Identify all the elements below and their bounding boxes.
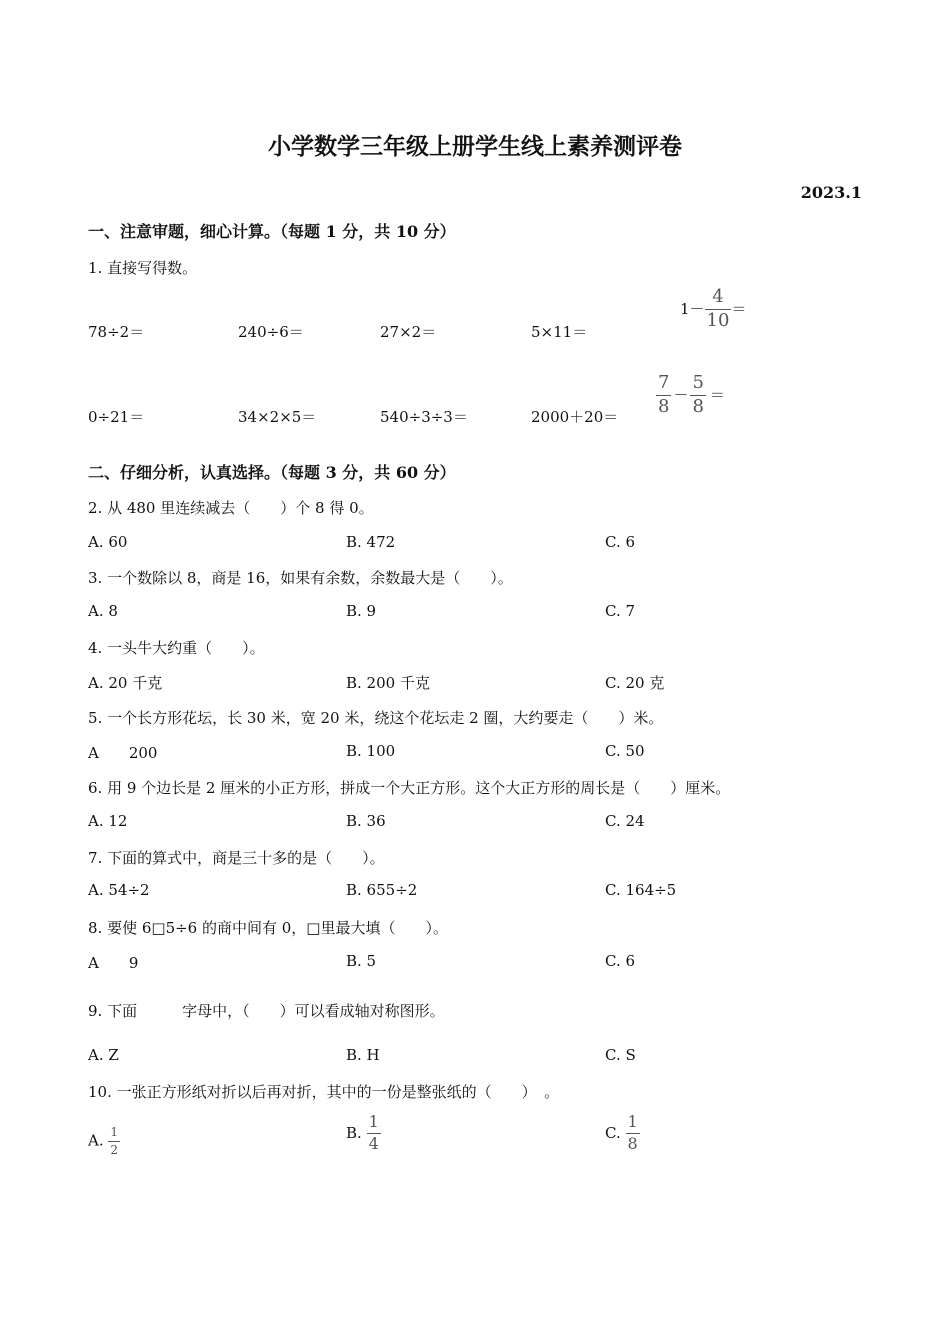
question-3-option-c: C. 7 [605, 602, 636, 620]
calc-10-tail: ＝ [709, 385, 725, 404]
question-10-option-c: C. $\frac{1}{8}$ [605, 1112, 638, 1153]
question-9-text: 9. 下面 字母中，（ ）可以看成轴对称图形。 [88, 1002, 445, 1020]
calc-1: 78÷2＝ [88, 323, 145, 341]
fraction-1-4: $\frac{1}{4}$ [368, 1112, 379, 1153]
calc-5-lead: 1－ [680, 299, 705, 318]
fraction-1-2: $\frac{1}{2}$ [110, 1125, 119, 1157]
question-5-option-c: C. 50 [605, 742, 645, 760]
question-9-option-b: B. H [346, 1046, 380, 1064]
question-2-option-c: C. 6 [605, 533, 636, 551]
fraction-5-8: $\frac{5}{8}$ [692, 372, 704, 417]
fraction-4-10: $\frac{4}{10}$ [706, 286, 730, 331]
question-8-option-c: C. 6 [605, 952, 636, 970]
question-6-option-a: A. 12 [88, 812, 128, 830]
calc-4: 5×11＝ [531, 323, 588, 341]
question-5-text: 5. 一个长方形花坛，长 30 米，宽 20 米，绕这个花坛走 2 圈，大约要走（ ）米。 [88, 709, 664, 727]
question-7-text: 7. 下面的算式中，商是三十多的是（ ）。 [88, 849, 385, 867]
calc-10 [656, 374, 725, 417]
question-5-option-a: A 200 [88, 744, 158, 762]
question-3-text: 3. 一个数除以 8，商是 16，如果有余数，余数最大是（ ）。 [88, 569, 513, 587]
question-7-option-a: A. 54÷2 [88, 881, 150, 899]
question-3-option-a: A. 8 [88, 602, 118, 620]
calc-5-tail: ＝ [731, 299, 747, 318]
question-2-option-a: A. 60 [88, 533, 128, 551]
question-4-text: 4. 一头牛大约重（ ）。 [88, 639, 265, 657]
question-8-option-b: B. 5 [346, 952, 377, 970]
question-7-option-c: C. 164÷5 [605, 881, 677, 899]
question-4-option-b: B. 200 千克 [346, 674, 430, 692]
question-9-option-c: C. S [605, 1046, 636, 1064]
question-9-option-a: A. Z [88, 1046, 119, 1064]
exam-date: 2023.1 [800, 183, 862, 202]
question-4-option-a: A. 20 千克 [88, 674, 163, 692]
calc-3: 27×2＝ [380, 323, 437, 341]
question-2-text: 2. 从 480 里连续减去（ ）个 8 得 0。 [88, 499, 374, 517]
calc-8: 540÷3÷3＝ [380, 408, 468, 426]
section-2-heading: 二、仔细分析，认真选择。（每题 3 分，共 60 分） [88, 463, 456, 482]
calc-6: 0÷21＝ [88, 408, 145, 426]
question-10-option-b: B. $\frac{1}{4}$ [346, 1112, 379, 1153]
question-5-option-b: B. 100 [346, 742, 396, 760]
fraction-1-8: $\frac{1}{8}$ [627, 1112, 638, 1153]
question-6-text: 6. 用 9 个边长是 2 厘米的小正方形，拼成一个大正方形。这个大正方形的周长是（ ）厘米。 [88, 779, 731, 797]
question-6-option-b: B. 36 [346, 812, 386, 830]
question-1-text: 1. 直接写得数。 [88, 259, 198, 277]
section-1-heading: 一、注意审题，细心计算。（每题 1 分，共 10 分） [88, 222, 456, 241]
calc-5 [680, 288, 746, 331]
question-3-option-b: B. 9 [346, 602, 377, 620]
question-7-option-b: B. 655÷2 [346, 881, 418, 899]
question-8-option-a: A 9 [88, 954, 139, 972]
calc-7: 34×2×5＝ [238, 408, 317, 426]
question-4-option-c: C. 20 克 [605, 674, 665, 692]
calc-10-operator: － [673, 385, 689, 404]
page-title: 小学数学三年级上册学生线上素养测评卷 [268, 133, 682, 160]
calc-2: 240÷6＝ [238, 323, 304, 341]
question-10-text: 10. 一张正方形纸对折以后再对折，其中的一份是整张纸的（ ） 。 [88, 1083, 560, 1101]
fraction-7-8: $\frac{7}{8}$ [658, 372, 670, 417]
question-2-option-b: B. 472 [346, 533, 396, 551]
question-8-text: 8. 要使 6□5÷6 的商中间有 0，□里最大填（ ）。 [88, 919, 448, 937]
calc-9: 2000＋20＝ [531, 408, 619, 426]
question-6-option-c: C. 24 [605, 812, 645, 830]
question-10-option-a: A. $\frac{1}{2}$ [88, 1125, 119, 1157]
